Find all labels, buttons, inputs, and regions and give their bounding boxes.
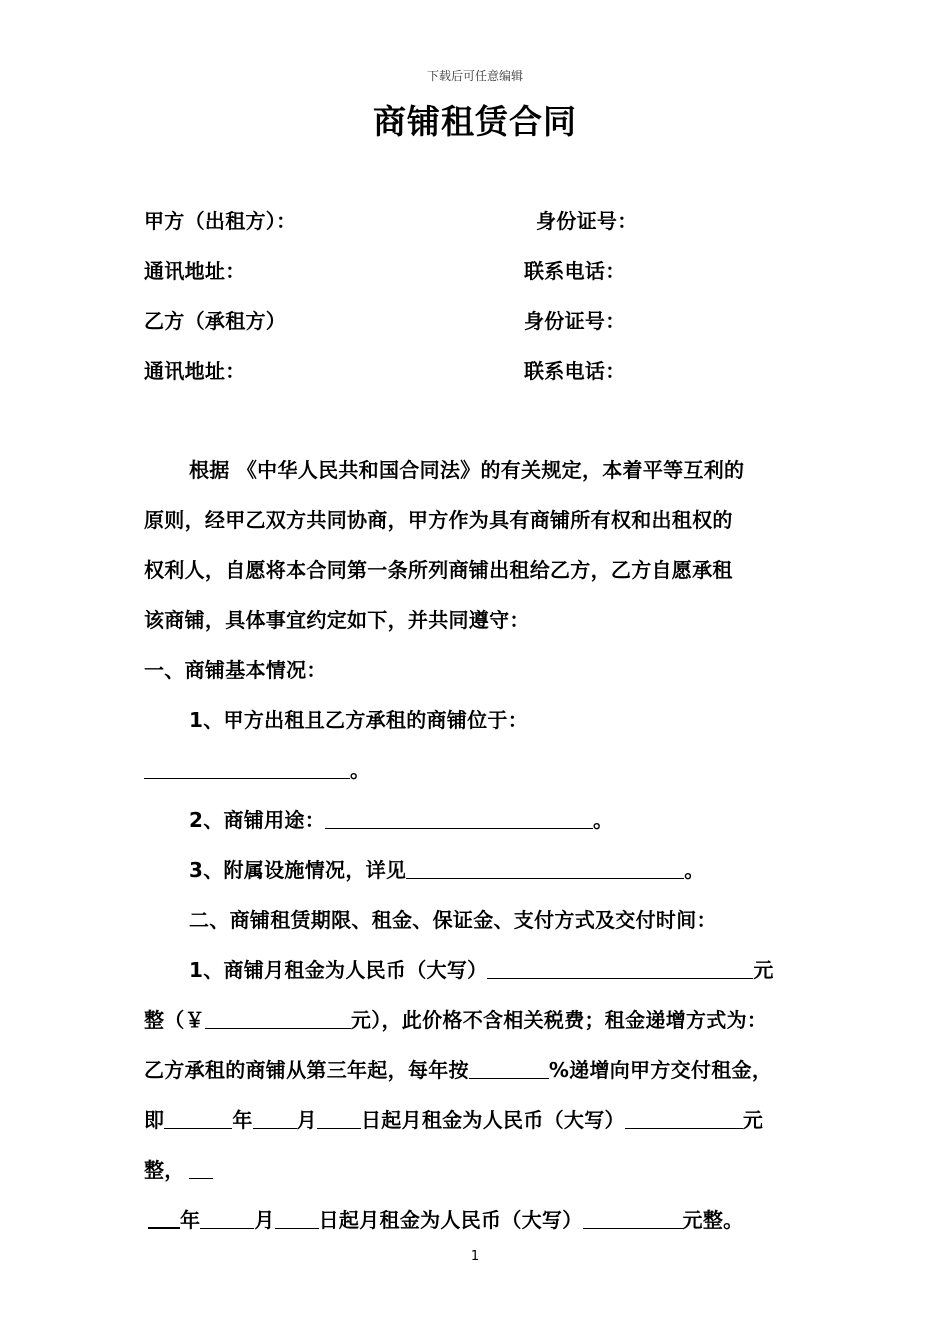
blank-line-year [164,1108,232,1129]
section-1-item-1: 1、甲方出租且乙方承租的商铺位于： [189,708,529,732]
document-title: 商铺租赁合同 [373,102,577,141]
rent-text: 年 [232,1108,253,1132]
item-3-label: 3、附属设施情况，详见 [189,858,407,882]
rent-line-4 [144,1107,763,1133]
rent-text: 月 [296,1108,317,1132]
period-mark: 。 [350,758,371,782]
section-1-heading: 一、商铺基本情况： [144,658,327,682]
blank-line-rent-amount [205,1008,351,1029]
party-b-phone-label: 联系电话： [524,359,626,383]
rent-text: 元整。 [682,1208,744,1232]
blank-line-day [317,1108,361,1129]
party-a-phone-label: 联系电话： [524,259,626,283]
blank-line-rent-words [487,958,753,979]
page-number: 1 [470,1249,480,1264]
rent-text: 年 [180,1208,201,1232]
rent-text: 月 [254,1208,275,1232]
rent-line-2 [144,1007,767,1033]
blank-line-rent-words-2 [625,1108,743,1129]
section-1-item-2 [189,807,613,833]
period-mark: 。 [684,858,705,882]
party-b-label: 乙方（承租方） [144,309,287,333]
section-1-item-1-fill [144,757,370,783]
preamble-line-4: 该商铺，具体事宜约定如下，并共同遵守： [144,608,530,632]
header-note: 下载后可任意编辑 [426,69,523,83]
period-mark: 。 [593,808,614,832]
rent-text: 元 [742,1108,764,1132]
blank-line-usage [325,808,593,829]
rent-line-5 [144,1157,213,1183]
party-a-address-label: 通讯地址： [144,259,246,283]
blank-line-rent-words-3 [583,1208,683,1229]
blank-line-year-2 [148,1207,180,1229]
section-2-heading: 二、商铺租赁期限、租金、保证金、支付方式及交付时间： [189,908,717,932]
blank-line-percent [469,1058,549,1079]
rent-line-3 [144,1057,772,1083]
blank-line-month-2 [200,1208,254,1229]
rent-line-6 [148,1207,743,1233]
rent-text: 元 [753,958,774,982]
section-1-item-3 [189,857,705,883]
rent-text: %递增向甲方交付租金， [548,1058,773,1082]
rent-text: 日起月租金为人民币（大写） [360,1108,625,1132]
rent-line-1 [189,957,774,983]
rent-text: 即 [144,1108,165,1132]
blank-line-short [189,1158,213,1179]
rent-text: 1、商铺月租金为人民币（大写） [189,958,488,982]
blank-line-facilities [406,858,684,879]
preamble-line-1: 根据 《中华人民共和国合同法》的有关规定，本着平等互利的 [189,458,745,482]
party-a-label: 甲方（出租方）： [144,209,297,233]
party-a-id-label: 身份证号： [536,209,638,233]
blank-line-month [253,1108,297,1129]
rent-text: 元），此价格不含相关税费；租金递增方式为： [350,1008,768,1032]
rent-text: 乙方承租的商铺从第三年起，每年按 [144,1058,469,1082]
party-b-address-label: 通讯地址： [144,359,246,383]
item-2-label: 2、商铺用途： [189,808,326,832]
preamble-line-2: 原则，经甲乙双方共同协商，甲方作为具有商铺所有权和出租权的 [144,508,733,532]
blank-line-day-2 [275,1208,319,1229]
party-b-id-label: 身份证号： [524,309,626,333]
rent-text: 整， [144,1158,185,1182]
rent-text: 整（￥ [144,1008,205,1032]
blank-line-location [144,758,350,779]
preamble-line-3: 权利人，自愿将本合同第一条所列商铺出租给乙方，乙方自愿承租 [144,558,733,582]
rent-text: 日起月租金为人民币（大写） [318,1208,583,1232]
